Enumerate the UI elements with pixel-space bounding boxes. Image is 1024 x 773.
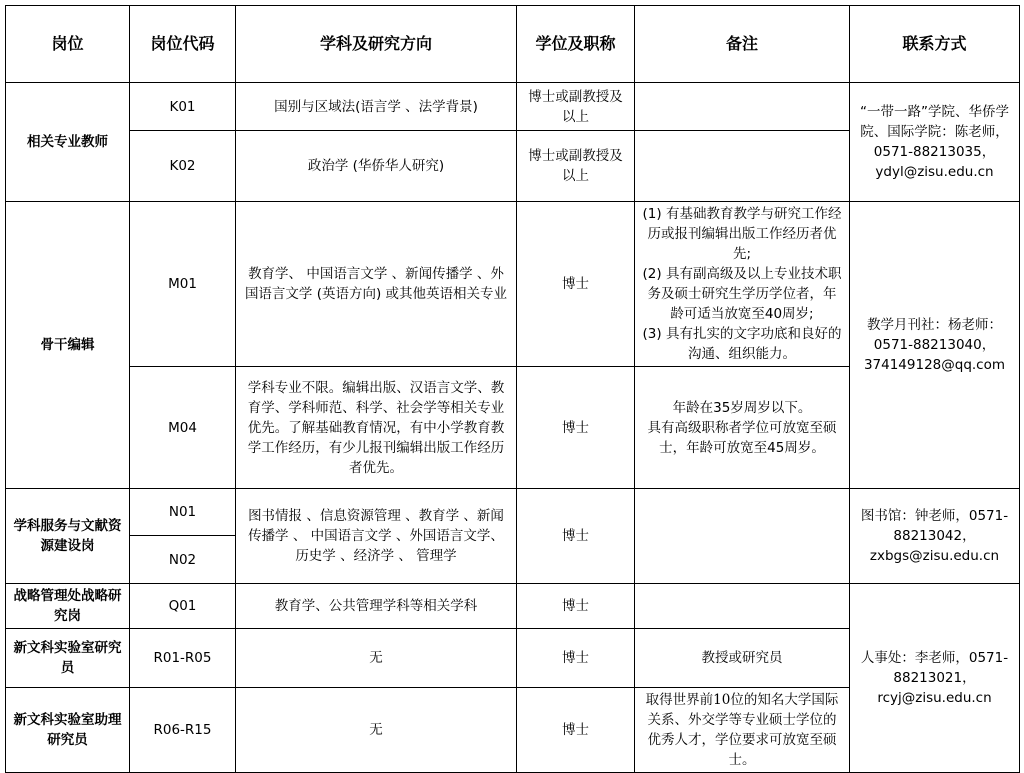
code-cell: R01-R05 <box>130 629 236 688</box>
position-cell: 新文科实验室助理研究员 <box>6 688 130 773</box>
note-cell <box>635 489 850 584</box>
degree-cell: 博士或副教授及以上 <box>517 83 635 131</box>
header-code: 岗位代码 <box>130 6 236 83</box>
code-cell: Q01 <box>130 584 236 629</box>
note-cell <box>635 83 850 131</box>
code-cell: R06-R15 <box>130 688 236 773</box>
position-cell: 学科服务与文献资源建设岗 <box>6 489 130 584</box>
contact-cell: “一带一路”学院、华侨学院、国际学院：陈老师，0571-88213035，ydyl@zisu.edu.cn <box>850 83 1020 202</box>
header-contact: 联系方式 <box>850 6 1020 83</box>
note-cell <box>635 367 850 489</box>
header-note: 备注 <box>635 6 850 83</box>
position-cell: 战略管理处战略研究岗 <box>6 584 130 629</box>
header-subject: 学科及研究方向 <box>236 6 517 83</box>
table-row <box>6 202 1020 367</box>
subject-cell: 政治学 (华侨华人研究) <box>236 131 517 202</box>
subject-cell: 教育学、公共管理学科等相关学科 <box>236 584 517 629</box>
table-row <box>6 584 1020 629</box>
subject-cell: 图书情报 、信息资源管理 、教育学 、新闻传播学 、 中国语言文学 、外国语言文学、历史学 、经济学 、 管理学 <box>236 489 517 584</box>
contact-cell: 图书馆：钟老师，0571-88213042，zxbgs@zisu.edu.cn <box>850 489 1020 584</box>
table-row <box>6 83 1020 131</box>
code-cell: K02 <box>130 131 236 202</box>
degree-cell: 博士 <box>517 202 635 367</box>
note-line: (2) 具有副高级及以上专业技术职务及硕士研究生学历学位者，年龄可适当放宽至40周岁; <box>642 266 842 322</box>
note-line: (1) 有基础教育教学与研究工作经历或报刊编辑出版工作经历者优先; <box>642 206 842 262</box>
header-degree: 学位及职称 <box>517 6 635 83</box>
note-line: 具有高级职称者学位可放宽至硕士，年龄可放宽至45周岁。 <box>647 419 837 456</box>
note-cell <box>635 131 850 202</box>
degree-cell: 博士 <box>517 629 635 688</box>
note-line: (3) 具有扎实的文字功底和良好的沟通、组织能力。 <box>642 326 842 362</box>
header-position: 岗位 <box>6 6 130 83</box>
code-cell: K01 <box>130 83 236 131</box>
code-cell: N02 <box>130 536 236 584</box>
note-cell <box>635 202 850 367</box>
degree-cell: 博士 <box>517 688 635 773</box>
position-cell: 新文科实验室研究员 <box>6 629 130 688</box>
code-cell: N01 <box>130 489 236 536</box>
degree-cell: 博士 <box>517 489 635 584</box>
position-cell: 相关专业教师 <box>6 83 130 202</box>
contact-cell: 人事处：李老师，0571-88213021，rcyj@zisu.edu.cn <box>850 584 1020 773</box>
header-row <box>6 6 1020 83</box>
degree-cell: 博士或副教授及以上 <box>517 131 635 202</box>
subject-cell: 学科专业不限。编辑出版、汉语言文学、教育学、学科师范、科学、社会学等相关专业优先。了解基础教育情况，有中小学教育教学工作经历，有少儿报刊编辑出版工作经历者优先。 <box>236 367 517 489</box>
note-cell: 取得世界前10位的知名大学国际关系、外交学等专业硕士学位的优秀人才，学位要求可放宽至硕士。 <box>635 688 850 773</box>
note-line: 年龄在35岁周岁以下。 <box>672 399 812 416</box>
table-row <box>6 489 1020 536</box>
contact-cell: 教学月刊社：杨老师：0571-88213040，374149128@qq.com <box>850 202 1020 489</box>
recruitment-table <box>5 5 1020 773</box>
subject-cell: 无 <box>236 688 517 773</box>
degree-cell: 博士 <box>517 584 635 629</box>
code-cell: M04 <box>130 367 236 489</box>
subject-cell: 无 <box>236 629 517 688</box>
code-cell: M01 <box>130 202 236 367</box>
note-cell: 教授或研究员 <box>635 629 850 688</box>
degree-cell: 博士 <box>517 367 635 489</box>
note-cell <box>635 584 850 629</box>
position-cell: 骨干编辑 <box>6 202 130 489</box>
subject-cell: 教育学、 中国语言文学 、新闻传播学 、外国语言文学 (英语方向) 或其他英语相关专业 <box>236 202 517 367</box>
subject-cell: 国别与区域法(语言学 、法学背景) <box>236 83 517 131</box>
